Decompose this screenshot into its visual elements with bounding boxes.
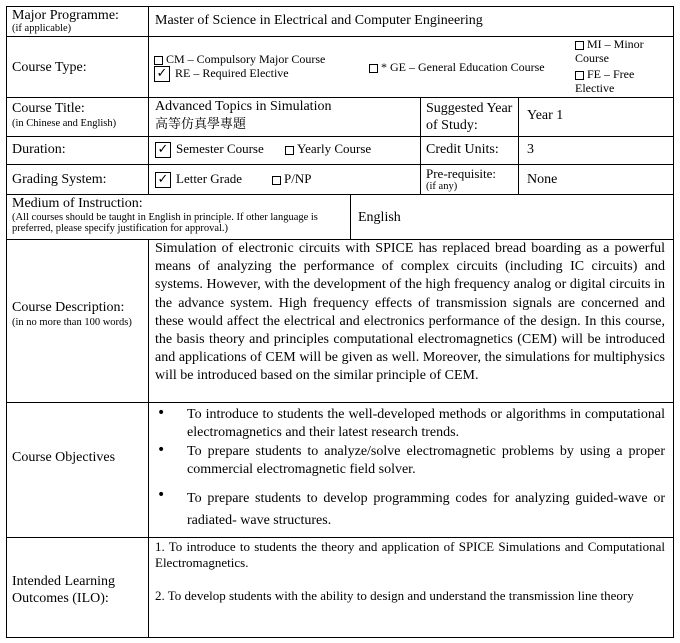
prereq-label: Pre-requisite:	[426, 166, 497, 181]
checkbox-unchecked-icon	[272, 176, 281, 185]
checkbox-checked-icon: ✓	[154, 66, 170, 82]
major-label: Major Programme:	[12, 8, 119, 23]
checkbox-unchecked-icon	[154, 56, 163, 65]
objective-item: To introduce to students the well-developed methods or algorithms in computational electromagnetics and their latest research trends.	[187, 407, 665, 440]
title-sublabel: (in Chinese and English)	[12, 118, 117, 129]
option-letter-grade[interactable]: ✓ Letter Grade	[155, 171, 242, 188]
checkbox-checked-icon: ✓	[155, 172, 171, 188]
title-value-en: Advanced Topics in Simulation	[155, 99, 332, 114]
ilo-item: 2. To develop students with the ability to design and understand the transmission line theory	[155, 588, 634, 603]
option-cm[interactable]: CM – Compulsory Major Course	[154, 52, 325, 66]
credit-label: Credit Units:	[426, 142, 499, 157]
option-re[interactable]: ✓ RE – Required Elective	[154, 66, 289, 82]
bullet-icon: •	[157, 442, 166, 458]
checkbox-unchecked-icon	[575, 71, 584, 80]
checkbox-unchecked-icon	[575, 41, 584, 50]
option-pnp[interactable]: P/NP	[272, 171, 311, 186]
title-value-zh: 高等仿真學專題	[155, 117, 247, 132]
option-mi[interactable]: MI – Minor Course	[575, 37, 644, 65]
ilo-label: Intended Learning Outcomes (ILO):	[12, 574, 116, 606]
checkbox-unchecked-icon	[369, 64, 378, 73]
course-type-label: Course Type:	[12, 60, 87, 75]
option-ge[interactable]: * GE – General Education Course	[369, 60, 545, 74]
major-sublabel: (if applicable)	[12, 23, 72, 34]
duration-label: Duration:	[12, 142, 66, 157]
option-fe[interactable]: FE – Free Elective	[575, 67, 635, 95]
credit-value: 3	[527, 142, 534, 157]
prereq-sublabel: (if any)	[426, 181, 458, 192]
medium-label: Medium of Instruction:	[12, 196, 143, 211]
year-value: Year 1	[527, 108, 564, 123]
description-sublabel: (in no more than 100 words)	[12, 317, 132, 328]
bullet-icon: •	[157, 405, 166, 421]
prereq-value: None	[527, 172, 558, 187]
checkbox-checked-icon: ✓	[155, 142, 171, 158]
option-yearly[interactable]: Yearly Course	[285, 141, 371, 156]
bullet-icon: •	[157, 487, 166, 503]
option-semester[interactable]: ✓ Semester Course	[155, 141, 264, 158]
description-label: Course Description:	[12, 300, 125, 315]
title-label: Course Title:	[12, 101, 85, 116]
checkbox-unchecked-icon	[285, 146, 294, 155]
major-value: Master of Science in Electrical and Computer Engineering	[155, 13, 483, 28]
objectives-label: Course Objectives	[12, 450, 116, 465]
objective-item: To prepare students to analyze/solve electromagnetic problems by using a proper commercial electromagnetic field solver.	[187, 444, 665, 477]
ilo-item: 1. To introduce to students the theory and application of SPICE Simulations and Computational Electromagnetics.	[155, 539, 665, 570]
grading-label: Grading System:	[12, 172, 107, 187]
medium-value: English	[358, 210, 401, 225]
objective-item: To prepare students to develop programming codes for analyzing guided-wave or radiated- wave structures.	[187, 491, 665, 528]
medium-note: (All courses should be taught in English in principle. If other language is preferred, please specify justification for approval.)	[12, 212, 318, 234]
year-label: Suggested Year of Study:	[426, 101, 513, 133]
description-text: Simulation of electronic circuits with SPICE has replaced bread boarding as a powerful means of analyzing the performance of complex circuits (including IC circuits) and systems. However, with the development of the high frequency analog or digital circuits in the advance system. High frequency effects of transmission signals are concerned and these would affect the electrical and electronics performance of the design. In this course, the basis theory and principles computational electromagnetics (CEM) will be introduced and applications of CEM will be given as well. Moreover, the simulations for multiphysics will be introduced based on the similar principle of CEM.	[155, 241, 665, 384]
